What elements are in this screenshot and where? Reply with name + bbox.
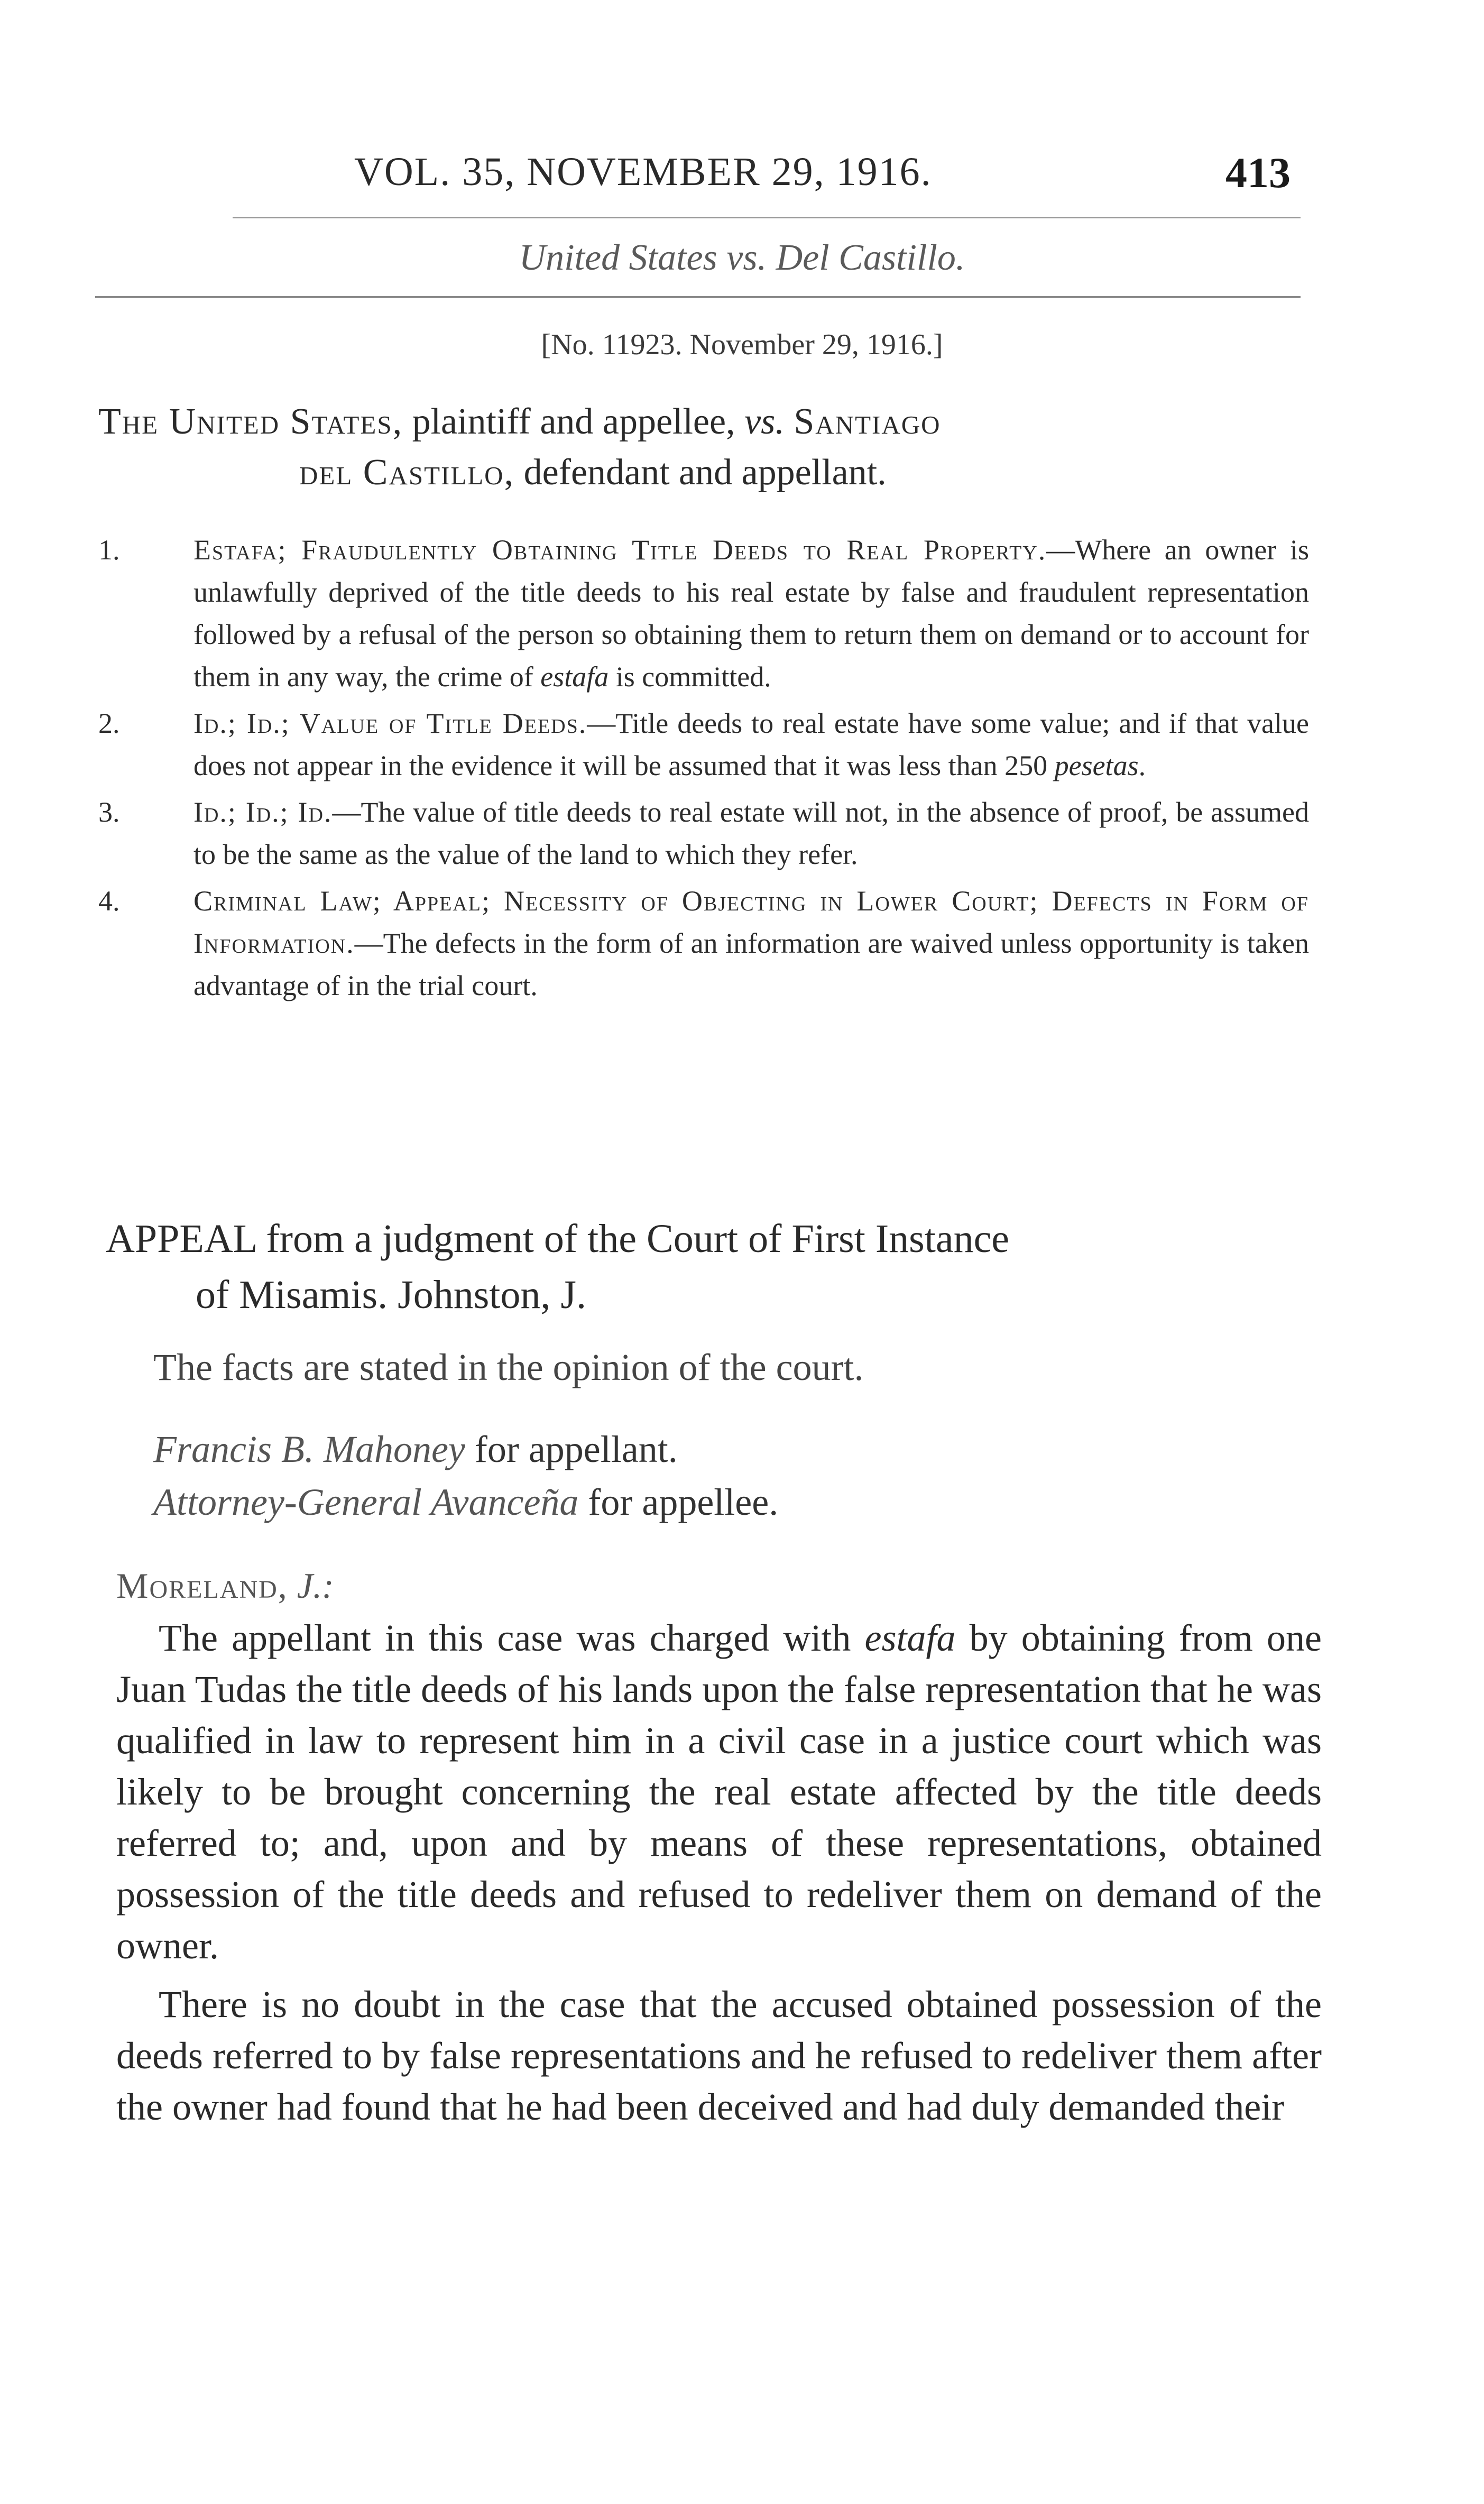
syllabus-heading: Criminal Law; Appeal; Necessity of Objecting in Lower Court; Defects in Form of Information.: [193, 885, 1309, 959]
syllabus-text: —The defects in the form of an information are waived unless opportunity is taken advantage of in the trial court.: [193, 927, 1309, 1001]
syllabus-item: [98, 702, 1309, 787]
syllabus-number: 4.: [98, 885, 120, 917]
defendant-first-name: Santiago: [794, 401, 941, 442]
opinion-italic: estafa: [864, 1617, 956, 1659]
counsel-role: for appellant.: [465, 1428, 678, 1470]
header-rule-top: [233, 217, 1301, 218]
syllabus-number: 2.: [98, 707, 120, 739]
opinion-paragraph: There is no doubt in the case that the accused obtained possession of the deeds referred to by false representations and he refused to redeliver them after the owner had found that he had been deceived and had duly demanded their: [116, 1983, 1322, 2128]
syllabus-heading: Estafa; Fraudulently Obtaining Title Deeds to Real Property.: [193, 534, 1047, 566]
syllabus-item: [98, 529, 1309, 698]
header-rule-bottom: [95, 296, 1301, 298]
syllabus-item: [98, 880, 1309, 1007]
judge-suffix: J.:: [297, 1566, 334, 1606]
opinion-text-end: by obtaining from one Juan Tudas the title deeds of his lands upon the false representation that he was qualified in law to represent him in a civil case in a justice court which was likely to be brought concerning the real estate affected by the title deeds referred to; and, upon and by means of these representations, obtained possession of the title deeds and refused to redeliver them on demand of the owner.: [116, 1617, 1322, 1967]
opinion-paragraph: [116, 1613, 1322, 1972]
running-head: VOL. 35, NOVEMBER 29, 1916.: [354, 150, 932, 194]
counsel-name: Attorney-General Avanceña: [153, 1481, 579, 1523]
syllabus-text-end: is committed.: [609, 661, 771, 693]
counsel-appellee: [153, 1480, 778, 1524]
opinion-body: [116, 1613, 1322, 2140]
appeal-line-2: of Misamis. Johnston, J.: [196, 1273, 586, 1317]
syllabus-heading: Id.; Id.; Value of Title Deeds.: [193, 707, 587, 739]
plaintiff-role: plaintiff and appellee,: [412, 401, 735, 442]
plaintiff-name: The United States,: [98, 401, 403, 442]
facts-statement: The facts are stated in the opinion of the court.: [153, 1346, 864, 1388]
syllabus-text-end: .: [1138, 750, 1146, 781]
syllabus-item: [98, 791, 1309, 876]
syllabus-heading: Id.; Id.; Id.: [193, 796, 333, 828]
defendant-role: defendant and appellant.: [523, 452, 887, 493]
case-running-title: United States vs. Del Castillo.: [519, 237, 965, 278]
opinion-text: The appellant in this case was charged with: [159, 1617, 865, 1659]
docket-line: [No. 11923. November 29, 1916.]: [541, 328, 943, 361]
judge-name: Moreland,: [116, 1566, 288, 1606]
versus: vs.: [744, 401, 785, 442]
syllabus-text: —The value of title deeds to real estate will not, in the absence of proof, be assumed to be the same as the value of the land to which they refer.: [193, 796, 1310, 870]
syllabus-italic: estafa: [540, 661, 609, 693]
appeal-line-1: APPEAL from a judgment of the Court of First Instance: [106, 1217, 1010, 1261]
counsel-role: for appellee.: [578, 1481, 779, 1523]
syllabus: [98, 529, 1309, 1011]
syllabus-text: —Title deeds to real estate have some value; and if that value does not appear in the evidence it will be assumed that it was less than 250: [193, 707, 1309, 781]
syllabus-number: 3.: [98, 796, 120, 828]
counsel-appellant: [153, 1428, 678, 1471]
page-number: 413: [1225, 149, 1291, 197]
syllabus-text: —Where an owner is unlawfully deprived of the title deeds to his real estate by false and fraudulent representation followed by a refusal of the person so obtaining them to return them on demand or to account for them in any way, the crime of: [193, 534, 1309, 693]
counsel-name: Francis B. Mahoney: [153, 1428, 465, 1470]
opinion-author: [116, 1565, 334, 1607]
syllabus-italic: pesetas: [1054, 750, 1139, 781]
syllabus-number: 1.: [98, 534, 120, 566]
appeal-statement: [106, 1211, 1316, 1323]
case-parties: [98, 397, 1309, 498]
defendant-last-name: del Castillo,: [299, 452, 515, 493]
